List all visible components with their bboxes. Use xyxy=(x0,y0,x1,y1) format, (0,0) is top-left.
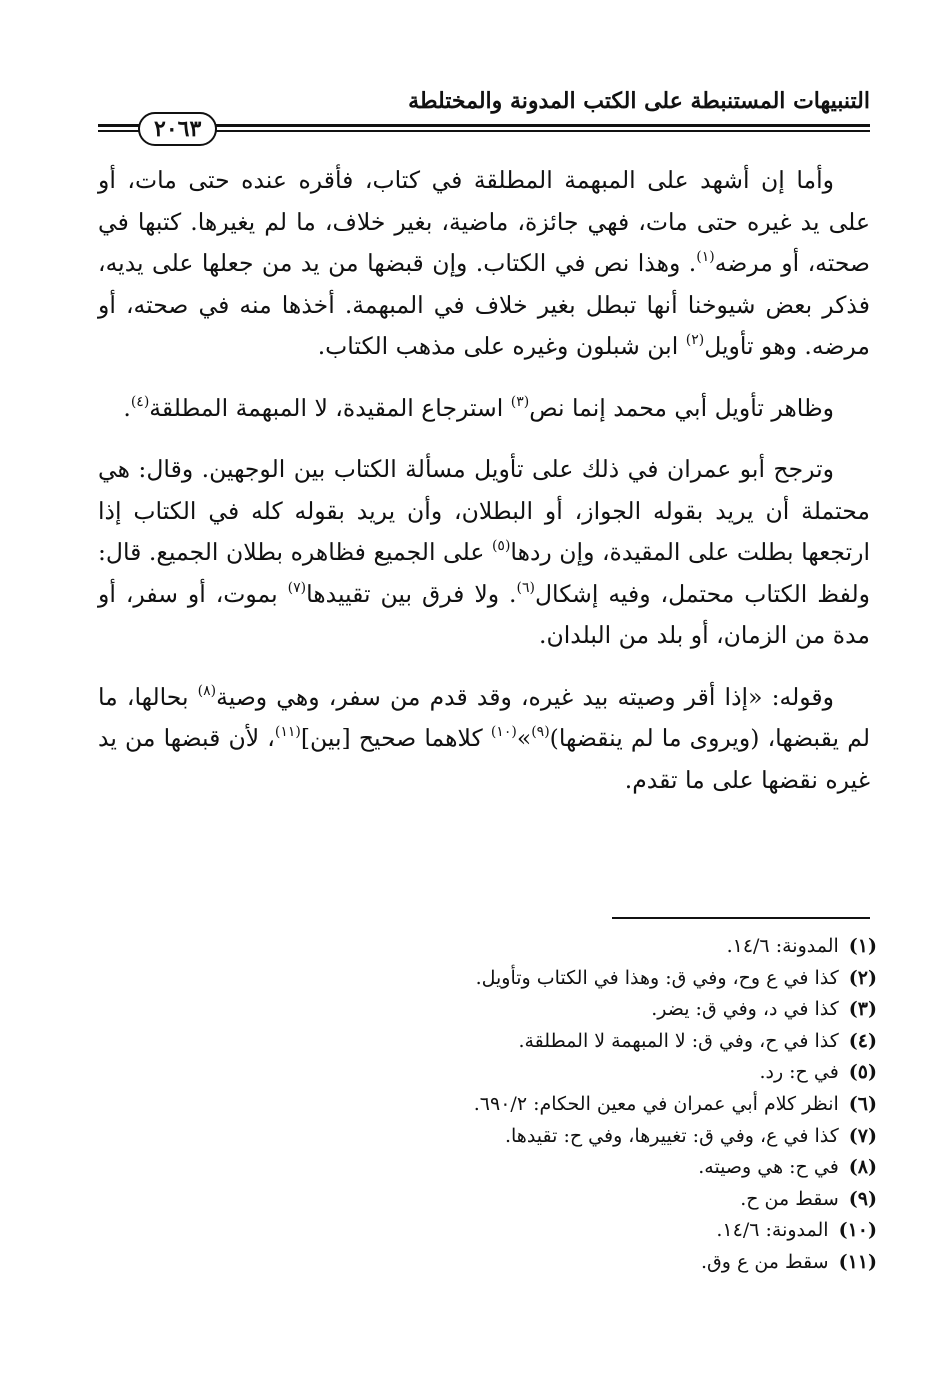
footnote-number: (٤) xyxy=(848,1029,877,1052)
footnote-ref: (٢) xyxy=(685,332,705,348)
running-title: التنبيهات المستنبطة على الكتب المدونة والمختلطة xyxy=(408,88,870,114)
page-header xyxy=(98,88,870,148)
paragraph-text: . ولا فرق بين تقييدها xyxy=(306,579,517,608)
footnote-ref: (١٠) xyxy=(490,724,517,740)
paragraph-text: وظاهر تأويل أبي محمد إنما نص xyxy=(529,393,834,422)
footnote-ref: (١١) xyxy=(274,724,301,740)
footnote-ref: (٧) xyxy=(287,579,307,596)
body-paragraph xyxy=(98,388,870,430)
footnote-number: (٨) xyxy=(848,1156,877,1179)
footnote-item xyxy=(177,931,877,963)
footnote-number: (٣) xyxy=(848,998,877,1021)
footnote-text: في ح: هي وصيته. xyxy=(698,1156,839,1179)
footnote-text: كذا في ح، وفي ق: لا المبهمة لا المطلقة. xyxy=(518,1029,839,1052)
footnote-number: (١٠) xyxy=(838,1219,877,1242)
footnote-item xyxy=(177,1152,877,1184)
paragraph-text: على الجميع فظاهره بطلان الجميع. قال: ولفظ الكتاب محتمل، وفيه إشكال xyxy=(98,538,870,608)
body-paragraph xyxy=(98,160,870,368)
footnote-text: انظر كلام أبي عمران في معين الحكام: ٦٩٠/٢. xyxy=(473,1092,839,1115)
footnote-number: (٩) xyxy=(848,1187,877,1210)
footnote-ref: (١) xyxy=(696,249,715,265)
footnote-item xyxy=(177,963,877,995)
footnote-text: كذا في ع وح، وفي ق: وهذا في الكتاب وتأويل. xyxy=(475,966,839,989)
footnote-ref: (٩) xyxy=(531,724,550,740)
paragraph-text: وترجح أبو عمران في ذلك على تأويل مسألة الكتاب بين الوجهين. وقال: هي محتملة أن يريد بقوله الجواز، أو البطلان، وأن يريد بقوله كله في الكتاب إذا ارتجعها بطلت على المقيدة، وإن ردها xyxy=(98,455,870,566)
footnotes xyxy=(177,931,877,1279)
footnote-item xyxy=(177,1057,877,1089)
footnote-ref: (٨) xyxy=(197,682,217,699)
footnote-number: (٧) xyxy=(848,1124,877,1147)
footnote-item xyxy=(177,1184,877,1216)
paragraph-text: ابن شبلون وغيره على مذهب الكتاب. xyxy=(317,332,686,360)
footnote-text: المدونة: ١٤/٦. xyxy=(726,935,839,957)
footnote-item xyxy=(177,1247,877,1279)
footnote-text: كذا في ع، وفي ق: تغييرها، وفي ح: تقيدها. xyxy=(504,1124,839,1147)
footnote-item xyxy=(177,994,877,1026)
paragraph-text: بحالها، ما لم يقبضها، (ويروى ما لم ينقضها) xyxy=(98,682,870,752)
paragraph-text: بموت، أو سفر، أو مدة من الزمان، أو بلد من البلدان. xyxy=(98,579,870,649)
paragraph-text: وقوله: «إذا أقر وصيته بيد غيره، وقد قدم من سفر، وهي وصية xyxy=(216,682,834,711)
footnote-number: (١) xyxy=(848,935,877,957)
footnote-text: سقط من ح. xyxy=(740,1187,839,1210)
paragraph-text: » xyxy=(516,724,532,752)
paragraph-text: استرجاع المقيدة، لا المبهمة المطلقة xyxy=(149,393,511,422)
footnote-text: المدونة: ١٤/٦. xyxy=(716,1219,829,1242)
main-text xyxy=(98,160,870,801)
paragraph-text: . وهذا نص في الكتاب. وإن قبضها من يد من جعلها على يديه، فذكر بعض شيوخنا أنها تبطل بغير خلاف في المبهمة. أخذها منه في صحته، أو مرضه. وهو تأويل xyxy=(98,249,870,360)
footnote-item xyxy=(177,1215,877,1247)
footnote-item xyxy=(177,1026,877,1058)
footnote-number: (٦) xyxy=(848,1092,877,1115)
paragraph-text: ، لأن قبضها من يد غيره نقضها على ما تقدم. xyxy=(98,724,870,794)
footnote-ref: (٦) xyxy=(516,579,535,596)
footnote-ref: (٥) xyxy=(491,538,511,554)
footnote-ref: (٤) xyxy=(130,393,150,410)
page-number: ٢٠٦٣ xyxy=(138,112,217,146)
paragraph-text: وأما إن أشهد على المبهمة المطلقة في كتاب، فأقره عنده حتى مات، أو على يد غيره حتى مات، فهي جائزة، ماضية، بغير خلاف، ما لم يغيرها. كتبها في صحته، أو مرضه xyxy=(98,166,870,277)
paragraph-text: . xyxy=(123,393,131,422)
body-paragraph xyxy=(98,677,870,802)
footnote-text: في ح: رد. xyxy=(759,1061,839,1084)
footnote-ref: (٣) xyxy=(510,393,530,410)
footnote-item xyxy=(177,1089,877,1121)
footnote-number: (٢) xyxy=(848,966,877,989)
footnote-text: سقط من ع وق. xyxy=(700,1250,829,1273)
paragraph-text: كلاهما صحيح [بين] xyxy=(300,724,491,752)
footnote-number: (١١) xyxy=(838,1250,877,1273)
footnote-separator xyxy=(612,917,870,919)
footnote-item xyxy=(177,1121,877,1153)
body-paragraph xyxy=(98,449,870,657)
footnote-number: (٥) xyxy=(848,1061,877,1084)
footnote-text: كذا في د، وفي ق: يضر. xyxy=(651,998,839,1021)
